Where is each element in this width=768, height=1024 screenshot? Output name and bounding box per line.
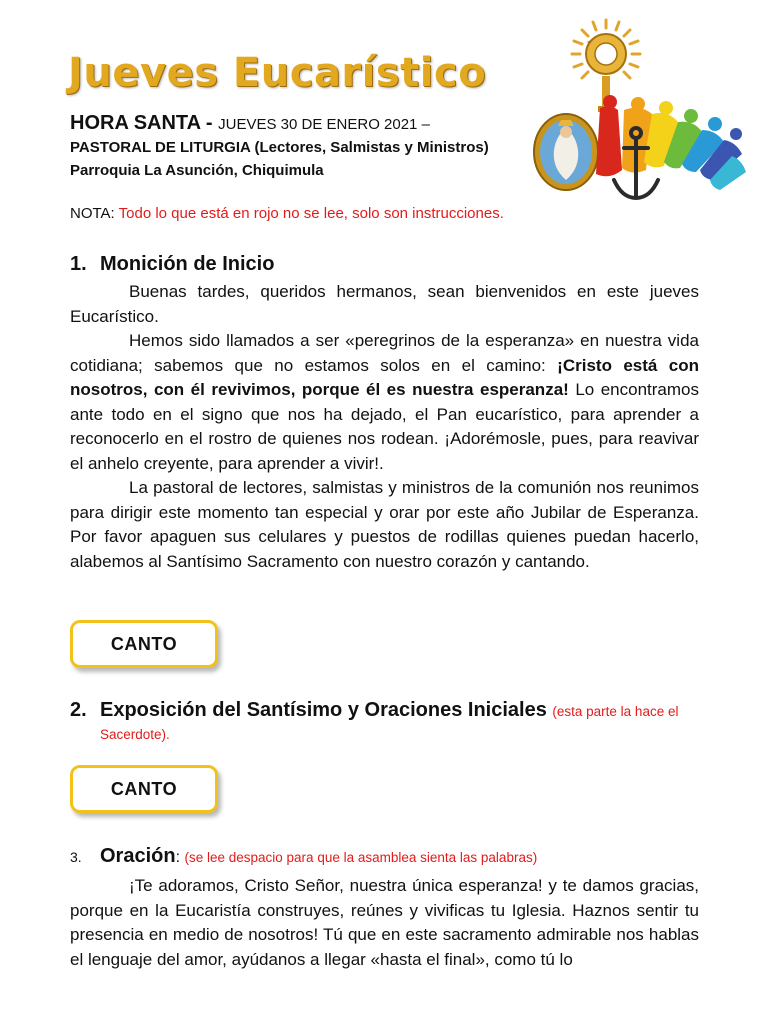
jubilee-figures-icon — [596, 95, 746, 190]
pastoral-line: PASTORAL DE LITURGIA (Lectores, Salmistas y Ministros) — [70, 139, 489, 156]
section-1-paragraph-2 — [70, 329, 699, 476]
page-title: Jueves Eucarístico — [68, 50, 487, 96]
section-2-title: Exposición del Santísimo y Oraciones Iniciales — [100, 699, 547, 721]
event-date: JUEVES 30 DE ENERO 2021 – — [218, 116, 430, 133]
section-3-title: Oración — [100, 845, 176, 867]
section-1-p2-text-c: Lo encontramos ante todo en el signo que nos ha dejado, el Pan eucarístico, para aprender a reconocerlo en el rostro de quienes nos rodean. ¡Adorémosle, pues, para reavivar el anhelo creyente, para aprender a vivir!. — [70, 380, 699, 473]
section-2-note-continued: Sacerdote). — [100, 727, 170, 742]
hora-santa-line — [70, 112, 430, 135]
section-1-paragraph-1: Buenas tardes, queridos hermanos, sean bienvenidos en este jueves Eucarístico. — [70, 282, 699, 326]
jubilee-logo — [528, 18, 753, 208]
section-3-number: 3. — [70, 849, 82, 865]
virgin-medallion-icon — [534, 114, 598, 190]
section-1-body — [70, 280, 699, 574]
section-1-title: Monición de Inicio — [100, 253, 275, 275]
canto-box-2: CANTO — [70, 765, 218, 813]
section-3-heading — [70, 845, 537, 868]
section-2-number: 2. — [70, 699, 87, 721]
section-3-colon: : — [175, 849, 181, 866]
section-1-heading — [70, 253, 274, 276]
section-1-p2-text-a: Hemos sido llamados a ser «peregrinos de la esperanza» en nuestra vida cotidiana; sabemos que no estamos solos en el camino: — [70, 331, 699, 375]
nota-text: Todo lo que está en rojo no se lee, solo son instrucciones. — [118, 205, 504, 222]
section-1-paragraph-3: La pastoral de lectores, salmistas y ministros de la comunión nos reunimos para dirigir este momento tan especial y orar por este año Jubilar de Esperanza. Por favor apaguen sus celulares y puestos de rodillas quienes puedan hacerlo, alabemos al Santísimo Sacramento con nuestro corazón y cantando. — [70, 478, 699, 571]
section-3-body — [70, 874, 699, 972]
section-3-paragraph-1: ¡Te adoramos, Cristo Señor, nuestra única esperanza! y te damos gracias, porque en la Eucaristía construyes, reúnes y vivificas tu Iglesia. Haznos sentir tu presencia en medio de nosotros! Tú que en este sacramento admirable nos hablas el lenguaje del amor, ayúdanos a llegar «hasta el final», como tú lo — [70, 876, 699, 969]
nota-line — [70, 205, 504, 222]
section-1-p2-emphasis: ¡Cristo está con nosotros, con él revivimos, porque él es nuestra esperanza! — [70, 355, 699, 399]
parroquia-line: Parroquia La Asunción, Chiquimula — [70, 162, 324, 179]
hora-santa-label: HORA SANTA - — [70, 112, 213, 134]
section-3-note: (se lee despacio para que la asamblea sienta las palabras) — [184, 850, 538, 865]
canto-box-1: CANTO — [70, 620, 218, 668]
nota-label: NOTA: — [70, 205, 115, 222]
section-1-number: 1. — [70, 253, 87, 275]
section-2-note: (esta parte la hace el — [552, 704, 679, 719]
section-2-heading — [70, 699, 678, 722]
